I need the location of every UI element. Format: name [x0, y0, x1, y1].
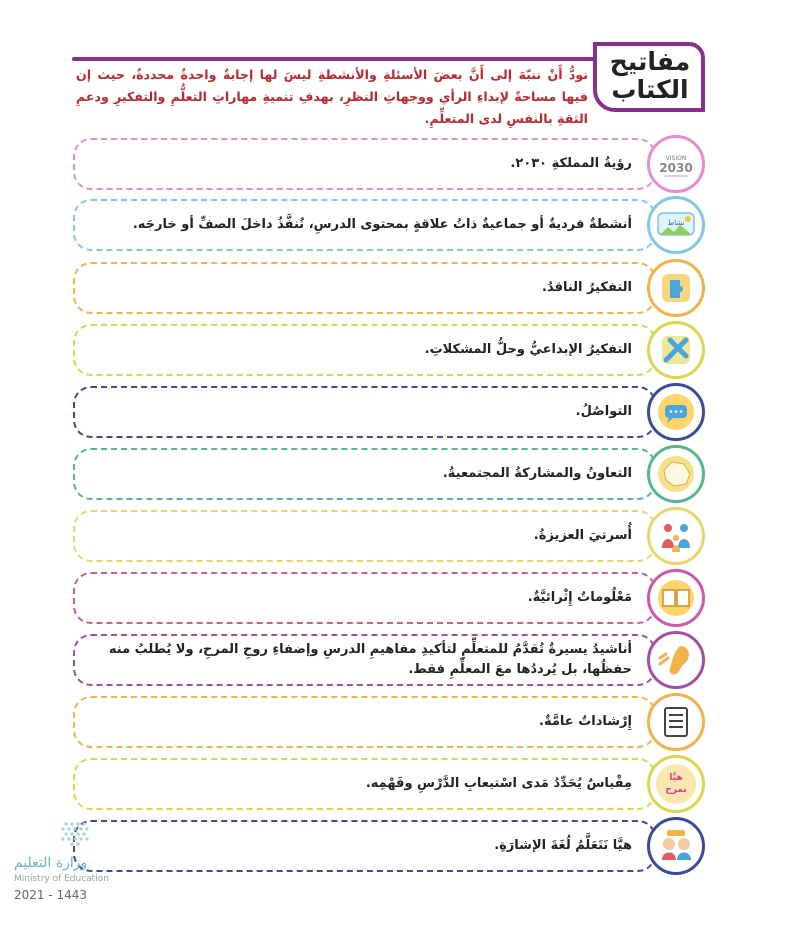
key-row	[0, 448, 800, 500]
lets-have-fun-icon	[647, 755, 705, 813]
key-row	[0, 138, 800, 190]
svg-text:هيَّا: هيَّا	[669, 773, 683, 783]
key-row	[0, 758, 800, 810]
chat-icon	[647, 383, 705, 441]
key-row	[0, 199, 800, 251]
book-icon	[647, 569, 705, 627]
key-row-text: التفكيرُ الإبداعيُّ وحلُّ المشكلاتِ.	[424, 342, 632, 357]
key-row	[0, 572, 800, 624]
page-title: مفاتيح الكتاب	[609, 47, 691, 104]
key-row	[0, 634, 800, 686]
svg-text:نمرح: نمرح	[665, 785, 687, 795]
key-row	[0, 510, 800, 562]
creative-thinking-icon	[647, 321, 705, 379]
song-icon	[647, 631, 705, 689]
key-row-text: رؤيةُ المملكةِ ٢٠٣٠.	[510, 156, 632, 171]
header-rule	[72, 57, 672, 61]
svg-text:VISION: VISION	[665, 155, 687, 162]
svg-text:2030: 2030	[659, 161, 693, 175]
key-row-text: هيَّا نَتَعَلَّمُ لُغَةَ الإشارَةِ.	[494, 838, 632, 853]
key-row	[0, 386, 800, 438]
key-row-text: مَعْلُوماتٌ إِثْرائيَّةٌ.	[527, 590, 632, 605]
key-row-text: التعاونُ والمشاركةُ المجتمعيةُ.	[442, 466, 632, 481]
key-row	[0, 324, 800, 376]
key-row-text: التفكيرُ الناقدُ.	[542, 280, 632, 295]
ministry-name: وزارة التعليم	[14, 855, 88, 871]
saudi-map-icon	[647, 445, 705, 503]
ministry-name-en: Ministry of Education	[14, 874, 109, 884]
key-row-text: أنشطةٌ فرديةٌ أو جماعيةٌ ذاتُ علاقةٍ بمحتوى الدرسِ، تُنفَّذُ داخلَ الصفِّ أو خارجَه.	[132, 217, 632, 232]
key-row-text: أناشيدُ يسيرةٌ تُقدَّمُ للمتعلِّمِ لتأكيدِ مفاهيمِ الدرسِ وإضفاءِ روحِ المرحِ، ولا يُطلبُ منه حفظُها، بل يُرددُها معَ المعلِّمِ فقط.	[108, 642, 632, 677]
activity-icon	[647, 196, 705, 254]
family-icon	[647, 507, 705, 565]
svg-text:نشاط: نشاط	[667, 219, 685, 227]
key-row-text: مِقْياسٌ يُحَدِّدُ مَدى اسْتيعابِ الدَّرْسِ وفَهْمِه.	[365, 776, 632, 791]
key-row	[0, 262, 800, 314]
edition-year: 2021 - 1443	[14, 888, 88, 902]
vision-2030-icon	[647, 135, 705, 193]
key-row	[0, 696, 800, 748]
key-row-text: أُسرتيَ العزيزةُ.	[533, 528, 632, 543]
key-row-text: التواصُلُ.	[575, 404, 632, 419]
guidelines-icon	[647, 693, 705, 751]
sign-language-icon	[647, 817, 705, 875]
intro-paragraph: نودُّ أَنْ ننبّهَ إلى أَنَّ بعضَ الأسئلةِ والأنشطةِ ليسَ لها إجابةٌ واحدةٌ محددةٌ، حيث إن فيها مساحةً لإبداءِ الرأي ووجهاتِ النظرِ، بهدفِ تنميةِ مهاراتِ التعلُّمِ والتفكيرِ ودعمِ الثقةِ بالنفسِ لدى المتعلِّمِ.	[76, 67, 588, 126]
key-row-text: إِرْشاداتٌ عامَّةٌ.	[539, 714, 632, 729]
puzzle-icon	[647, 259, 705, 317]
